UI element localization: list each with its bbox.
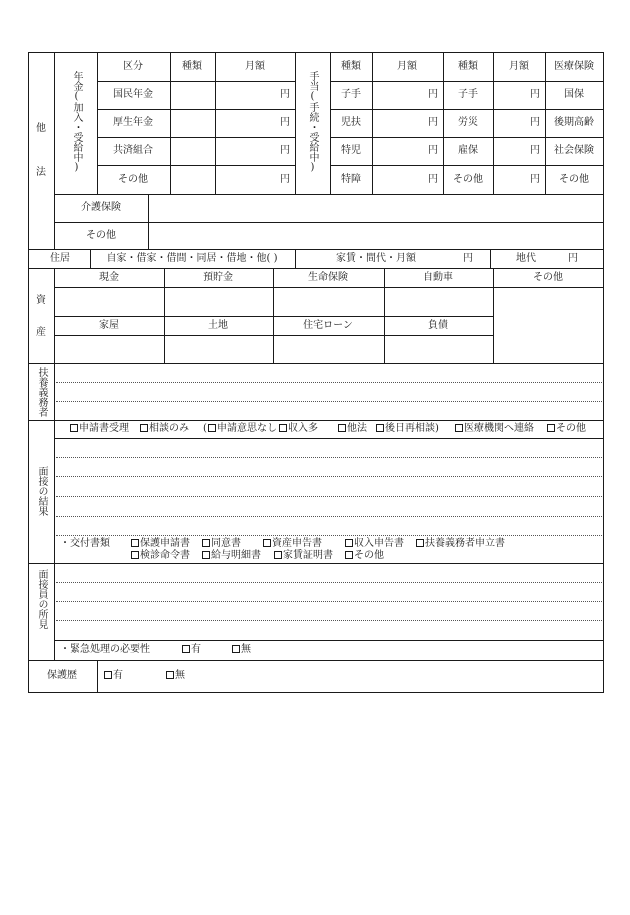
- dotted-line: [56, 382, 602, 383]
- grid-line: [97, 52, 98, 194]
- housing-types: 自家・借家・借間・同居・借地・他( ): [106, 253, 278, 264]
- grid-line: [443, 52, 444, 194]
- yen-unit: 円: [280, 174, 290, 185]
- dotted-line: [56, 620, 602, 621]
- grid-line: [545, 52, 546, 194]
- land-rent-label: 地代: [516, 253, 536, 264]
- urgent-label: ・緊急処理の必要性: [60, 644, 150, 655]
- section-line: [28, 420, 604, 421]
- result-option[interactable]: 申請書受理: [70, 423, 129, 435]
- checkbox[interactable]: [131, 551, 139, 559]
- grid-line: [54, 194, 604, 195]
- history-yes[interactable]: 有: [104, 670, 123, 682]
- pension-row-label: 国民年金: [113, 89, 153, 100]
- other-law-side-1: 他: [36, 123, 46, 134]
- asset-other: その他: [533, 272, 563, 283]
- yen-unit: 円: [428, 117, 438, 128]
- asset-car: 自動車: [423, 272, 453, 283]
- yen-unit: 円: [530, 89, 540, 100]
- checkbox[interactable]: [416, 539, 424, 547]
- history-no[interactable]: 無: [166, 670, 185, 682]
- land-rent-unit: 円: [568, 253, 578, 264]
- result-option[interactable]: 後日再相談): [376, 423, 439, 435]
- grid-line: [97, 137, 295, 138]
- allowance-title: 手当(手続・受給中): [307, 71, 318, 173]
- result-option[interactable]: 申請意思なし: [208, 423, 277, 435]
- assets-side-2: 産: [36, 327, 46, 338]
- document-option[interactable]: 給与明細書: [202, 550, 261, 562]
- urgent-yes[interactable]: 有: [182, 644, 201, 656]
- header-medical: 医療保険: [554, 61, 594, 72]
- asset-savings: 預貯金: [203, 272, 233, 283]
- grid-line: [54, 287, 604, 288]
- header-amount: 月額: [245, 61, 265, 72]
- frame-left: [28, 52, 29, 693]
- grid-line: [215, 52, 216, 194]
- asset-home-loan: 住宅ローン: [303, 320, 353, 331]
- medical-insurance: 国保: [564, 89, 584, 100]
- checkbox[interactable]: [547, 424, 555, 432]
- header-amount: 月額: [509, 61, 529, 72]
- grid-line: [330, 109, 604, 110]
- asset-house: 家屋: [99, 320, 119, 331]
- allowance-type: 特障: [341, 174, 361, 185]
- grid-line: [54, 640, 604, 641]
- checkbox[interactable]: [279, 424, 287, 432]
- grid-line: [493, 52, 494, 194]
- interviewer-opinion-label: 面接員の所見: [36, 569, 47, 629]
- yen-unit: 円: [280, 145, 290, 156]
- section-line: [28, 268, 604, 269]
- document-option[interactable]: 検診命令書: [131, 550, 190, 562]
- checkbox[interactable]: [202, 551, 210, 559]
- checkbox[interactable]: [345, 539, 353, 547]
- grid-line: [54, 335, 494, 336]
- header-type: 種類: [182, 61, 202, 72]
- grid-line: [295, 249, 296, 269]
- protection-history-label: 保護歴: [47, 670, 77, 681]
- header-category: 区分: [123, 61, 143, 72]
- checkbox[interactable]: [70, 424, 78, 432]
- pension-title: 年金(加入・受給中): [71, 71, 82, 173]
- other-label: その他: [86, 230, 116, 241]
- checkbox[interactable]: [263, 539, 271, 547]
- result-option[interactable]: 他法: [338, 423, 367, 435]
- rent-unit: 円: [463, 253, 473, 264]
- checkbox[interactable]: [166, 671, 174, 679]
- result-option-paren: (: [203, 423, 207, 434]
- yen-unit: 円: [280, 89, 290, 100]
- dotted-line: [56, 601, 602, 602]
- assets-side-1: 資: [36, 295, 46, 306]
- pension-row-label: 共済組合: [113, 145, 153, 156]
- yen-unit: 円: [280, 117, 290, 128]
- asset-land: 土地: [208, 320, 228, 331]
- allowance-type: 子手: [341, 89, 361, 100]
- header-type: 種類: [341, 61, 361, 72]
- grid-line: [97, 660, 98, 693]
- grid-line: [295, 52, 296, 194]
- dotted-line: [56, 516, 602, 517]
- grid-line: [372, 52, 373, 194]
- grid-line: [97, 81, 295, 82]
- document-option[interactable]: 同意書: [202, 538, 241, 550]
- care-insurance-label: 介護保険: [81, 202, 121, 213]
- allowance-type: 特児: [341, 145, 361, 156]
- result-option[interactable]: その他: [547, 423, 586, 435]
- dotted-line: [56, 401, 602, 402]
- document-option[interactable]: 家賃証明書: [274, 550, 333, 562]
- section-line: [28, 563, 604, 564]
- grid-line: [54, 363, 55, 661]
- medical-insurance: 後期高齢: [554, 117, 594, 128]
- allowance-type: 雇保: [458, 145, 478, 156]
- document-option[interactable]: 資産申告書: [263, 538, 322, 550]
- documents-label: ・交付書類: [60, 538, 110, 549]
- grid-line: [490, 249, 491, 269]
- result-option[interactable]: 相談のみ: [140, 423, 189, 435]
- urgent-no[interactable]: 無: [232, 644, 251, 656]
- pension-row-label: その他: [118, 174, 148, 185]
- other-law-side-2: 法: [36, 167, 46, 178]
- yen-unit: 円: [428, 145, 438, 156]
- grid-line: [54, 438, 604, 439]
- rent-label: 家賃・間代・月額: [336, 253, 416, 264]
- checkbox[interactable]: [345, 551, 353, 559]
- grid-line: [330, 137, 604, 138]
- grid-line: [330, 52, 331, 194]
- grid-line: [97, 165, 295, 166]
- pension-row-label: 厚生年金: [113, 117, 153, 128]
- frame-right: [603, 52, 604, 693]
- result-option[interactable]: 収入多: [279, 423, 318, 435]
- result-option[interactable]: 医療機関へ連絡: [455, 423, 534, 435]
- grid-line: [330, 81, 604, 82]
- checkbox[interactable]: [202, 539, 210, 547]
- checkbox[interactable]: [455, 424, 463, 432]
- dependents-label: 扶養義務者: [36, 367, 47, 417]
- document-option[interactable]: 保護申請書: [131, 538, 190, 550]
- dotted-line: [56, 476, 602, 477]
- housing-label: 住居: [50, 253, 70, 264]
- yen-unit: 円: [428, 89, 438, 100]
- document-option[interactable]: 扶養義務者申立書: [416, 538, 505, 550]
- checkbox[interactable]: [274, 551, 282, 559]
- section-line: [28, 660, 604, 661]
- grid-line: [97, 109, 295, 110]
- dotted-line: [56, 496, 602, 497]
- frame-bottom: [28, 692, 604, 693]
- header-amount: 月額: [397, 61, 417, 72]
- medical-insurance: その他: [559, 174, 589, 185]
- grid-line: [90, 249, 91, 269]
- allowance-type: 児扶: [341, 117, 361, 128]
- checkbox[interactable]: [182, 645, 190, 653]
- checkbox[interactable]: [232, 645, 240, 653]
- checkbox[interactable]: [208, 424, 216, 432]
- allowance-type: 労災: [458, 117, 478, 128]
- document-option[interactable]: その他: [345, 550, 384, 562]
- dotted-line: [56, 457, 602, 458]
- yen-unit: 円: [428, 174, 438, 185]
- yen-unit: 円: [530, 174, 540, 185]
- section-line: [28, 249, 604, 250]
- checkbox[interactable]: [376, 424, 384, 432]
- asset-debt: 負債: [428, 320, 448, 331]
- checkbox[interactable]: [338, 424, 346, 432]
- grid-line: [54, 316, 494, 317]
- dotted-line: [56, 582, 602, 583]
- yen-unit: 円: [530, 145, 540, 156]
- medical-insurance: 社会保険: [554, 145, 594, 156]
- interview-result-label: 面接の結果: [36, 466, 47, 516]
- grid-line: [170, 52, 171, 194]
- asset-cash: 現金: [99, 272, 119, 283]
- checkbox[interactable]: [140, 424, 148, 432]
- grid-line: [330, 165, 604, 166]
- section-line: [28, 363, 604, 364]
- checkbox[interactable]: [104, 671, 112, 679]
- grid-line: [54, 222, 604, 223]
- allowance-type: その他: [453, 174, 483, 185]
- header-type: 種類: [458, 61, 478, 72]
- dotted-line: [56, 535, 602, 536]
- document-option[interactable]: 収入申告書: [345, 538, 404, 550]
- checkbox[interactable]: [131, 539, 139, 547]
- grid-line: [54, 52, 55, 250]
- allowance-type: 子手: [458, 89, 478, 100]
- yen-unit: 円: [530, 117, 540, 128]
- asset-life-insurance: 生命保険: [308, 272, 348, 283]
- frame-top: [28, 52, 604, 53]
